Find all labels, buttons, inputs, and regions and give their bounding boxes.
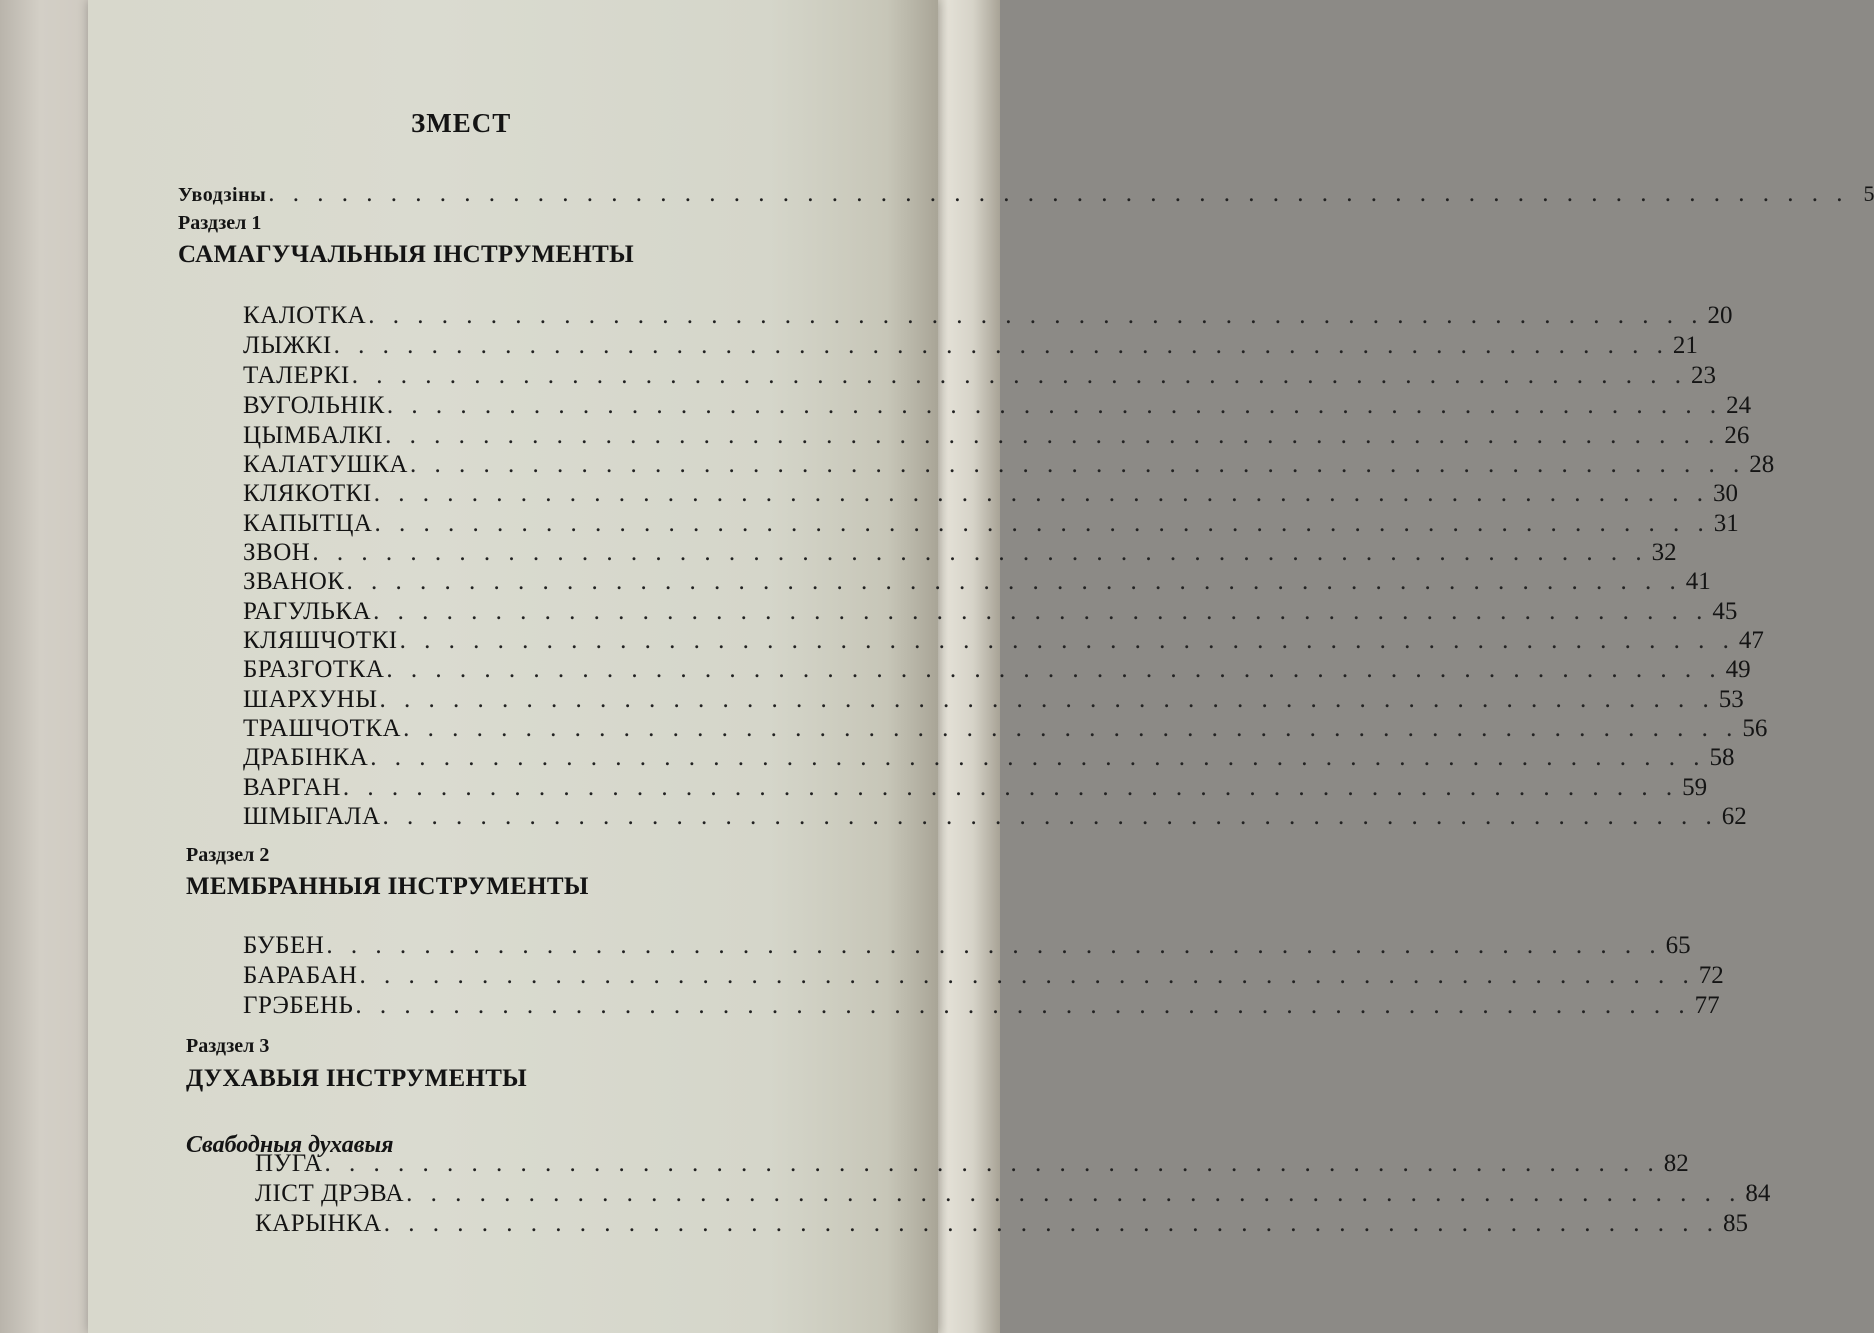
toc-page-number: 82: [1663, 1150, 1689, 1177]
toc-entry: [243, 392, 1752, 422]
section-1-title: САМАГУЧАЛЬНЫЯ ІНСТРУМЕНТЫ: [178, 241, 634, 268]
toc-entry: [255, 1210, 1748, 1240]
toc-entry-label: ПУГА: [255, 1150, 323, 1177]
toc-entry-label: КАЛАТУШКА: [243, 451, 408, 478]
toc-page-number: 53: [1718, 686, 1744, 713]
dot-leader: . . . . . . . . . . . . . . . . . . . . . . . . . . . . . . . . . . . . . . . . . . . . . . . . . . . . . . .: [383, 1210, 1719, 1237]
dot-leader: . . . . . . . . . . . . . . . . . . . . . . . . . . . . . . . . . . . . . . . . . . . . . . . . . . . . . . .: [368, 302, 1704, 329]
dot-leader: . . . . . . . . . . . . . . . . . . . . . . . . . . . . . . . . . . . . . . . . . . . . . . . . . . . . . . .: [333, 332, 1669, 359]
toc-entry: [243, 598, 1738, 628]
toc-entry: [243, 686, 1744, 716]
toc-entry: [243, 568, 1711, 598]
toc-page-number: 85: [1722, 1210, 1748, 1237]
dot-leader: . . . . . . . . . . . . . . . . . . . . . . . . . . . . . . . . . . . . . . . . . . . . . . . . . . . . . . . . . . . . . . . . .: [268, 180, 1849, 207]
toc-entry: [243, 744, 1735, 774]
toc-entry: [243, 774, 1708, 804]
toc-page-number: 84: [1745, 1180, 1771, 1207]
dot-leader: . . . . . . . . . . . . . . . . . . . . . . . . . . . . . . . . . . . . . . . . . . . . . . . . . . . . . . .: [370, 744, 1706, 771]
toc-entry: [243, 510, 1739, 540]
dot-leader: . . . . . . . . . . . . . . . . . . . . . . . . . . . . . . . . . . . . . . . . . . . . . . . . . . . . . . .: [385, 422, 1721, 449]
toc-entry: [255, 1150, 1689, 1180]
dot-leader: . . . . . . . . . . . . . . . . . . . . . . . . . . . . . . . . . . . . . . . . . . . . . . . . . . . . . . .: [409, 451, 1746, 478]
toc-entry-label: ВАРГАН: [243, 774, 341, 801]
toc-page-number: 49: [1725, 656, 1751, 683]
section-2-title: МЕМБРАННЫЯ ІНСТРУМЕНТЫ: [186, 873, 589, 900]
toc-page-number: 59: [1682, 774, 1708, 801]
dot-leader: . . . . . . . . . . . . . . . . . . . . . . . . . . . . . . . . . . . . . . . . . . . . . . . . . . . . . . .: [351, 362, 1687, 389]
toc-entry-label: КАЛОТКА: [243, 302, 367, 329]
toc-entry-label: КЛЯШЧОТКІ: [243, 627, 398, 654]
dot-leader: . . . . . . . . . . . . . . . . . . . . . . . . . . . . . . . . . . . . . . . . . . . . . . . . . . . . . . .: [399, 627, 1735, 654]
toc-page-number: 77: [1694, 992, 1720, 1019]
toc-entry-label: БРАЗГОТКА: [243, 656, 385, 683]
toc-entry: [243, 539, 1677, 569]
toc-entry: [243, 422, 1750, 452]
toc-page-number: 23: [1690, 362, 1716, 389]
dot-leader: . . . . . . . . . . . . . . . . . . . . . . . . . . . . . . . . . . . . . . . . . . . . . . . . . . . . . . .: [382, 803, 1718, 830]
toc-entry: [243, 332, 1698, 362]
subsection-heading: Свабодныя духавыя: [186, 1132, 394, 1158]
toc-page-number: 56: [1742, 715, 1768, 742]
toc-entry-intro: [178, 180, 1874, 210]
toc-page-number: 26: [1724, 422, 1750, 449]
toc-entry-label: ЛІСТ ДРЭВА: [255, 1180, 405, 1207]
dot-leader: . . . . . . . . . . . . . . . . . . . . . . . . . . . . . . . . . . . . . . . . . . . . . . . . . . . . . . .: [386, 392, 1723, 419]
toc-entry-label: ШАРХУНЫ: [243, 686, 378, 713]
toc-page-number: 21: [1672, 332, 1698, 359]
toc-entry: [243, 480, 1738, 510]
toc-entry-label: ТАЛЕРКІ: [243, 362, 350, 389]
toc-entry: [243, 451, 1775, 481]
toc-entry-label: ТРАШЧОТКА: [243, 715, 402, 742]
toc-entry: [243, 992, 1720, 1022]
toc-page-number: 5: [1863, 181, 1874, 206]
toc-page-number: 20: [1707, 302, 1733, 329]
section-2-label: Раздзел 2: [186, 844, 270, 866]
toc-entry-label: ЗВОН: [243, 539, 311, 566]
section-3-title: ДУХАВЫЯ ІНСТРУМЕНТЫ: [186, 1065, 528, 1092]
toc-entry-label: КЛЯКОТКІ: [243, 480, 372, 507]
dot-leader: . . . . . . . . . . . . . . . . . . . . . . . . . . . . . . . . . . . . . . . . . . . . . . . . . . . . . . .: [373, 598, 1709, 625]
toc-entry: [243, 962, 1724, 992]
toc-entry-label: РАГУЛЬКА: [243, 598, 372, 625]
dot-leader: . . . . . . . . . . . . . . . . . . . . . . . . . . . . . . . . . . . . . . . . . . . . . . . . . . . . . . .: [342, 774, 1679, 801]
toc-entry: [243, 656, 1751, 686]
dot-leader: . . . . . . . . . . . . . . . . . . . . . . . . . . . . . . . . . . . . . . . . . . . . . . . . . . . . . . .: [374, 510, 1710, 537]
toc-page-number: 31: [1713, 510, 1739, 537]
toc-entry-label: БУБЕН: [243, 932, 325, 959]
section-1-label: Раздзел 1: [178, 212, 262, 234]
dot-leader: . . . . . . . . . . . . . . . . . . . . . . . . . . . . . . . . . . . . . . . . . . . . . . . . . . . . . . .: [403, 715, 1739, 742]
toc-entry-label: КАПЫТЦА: [243, 510, 373, 537]
toc-entry: [243, 932, 1691, 962]
dot-leader: . . . . . . . . . . . . . . . . . . . . . . . . . . . . . . . . . . . . . . . . . . . . . . . . . . . . . . .: [346, 568, 1682, 595]
toc-page-number: 32: [1651, 539, 1677, 566]
dot-leader: . . . . . . . . . . . . . . . . . . . . . . . . . . . . . . . . . . . . . . . . . . . . . . . . . . . . . . .: [355, 992, 1691, 1019]
toc-page-number: 28: [1749, 451, 1775, 478]
toc-page-number: 62: [1721, 803, 1747, 830]
dot-leader: . . . . . . . . . . . . . . . . . . . . . . . . . . . . . . . . . . . . . . . . . . . . . . . . . . . . . . .: [359, 962, 1695, 989]
toc-entry-label: ШМЫГАЛА: [243, 803, 381, 830]
toc-entry-label: ДРАБІНКА: [243, 744, 369, 771]
dot-leader: . . . . . . . . . . . . . . . . . . . . . . . . . . . . . . . . . . . . . . . . . . . . . . . . . . . . . . .: [406, 1180, 1742, 1207]
toc-entry: [255, 1180, 1771, 1210]
toc-entry-label: Уводзіны: [178, 184, 267, 206]
toc-page-number: 47: [1738, 627, 1764, 654]
toc-entry-label: ЛЫЖКІ: [243, 332, 332, 359]
toc-page-number: 65: [1665, 932, 1691, 959]
toc-title: ЗМЕСТ: [411, 108, 512, 138]
toc-entry: [243, 715, 1768, 745]
toc-entry: [243, 362, 1716, 392]
dot-leader: . . . . . . . . . . . . . . . . . . . . . . . . . . . . . . . . . . . . . . . . . . . . . . . . . . . . . . .: [386, 656, 1722, 683]
toc-entry-label: ВУГОЛЬНІК: [243, 392, 385, 419]
toc-page-number: 45: [1712, 598, 1738, 625]
dot-leader: . . . . . . . . . . . . . . . . . . . . . . . . . . . . . . . . . . . . . . . . . . . . . . . . . . . . . . .: [324, 1150, 1660, 1177]
section-3-label: Раздзел 3: [186, 1035, 270, 1057]
toc-entry-label: КАРЫНКА: [255, 1210, 382, 1237]
dot-leader: . . . . . . . . . . . . . . . . . . . . . . . . . . . . . . . . . . . . . . . . . . . . . . . . . . . . . . .: [373, 480, 1709, 507]
toc-entry-label: ЗВАНОК: [243, 568, 345, 595]
toc-entry: [243, 302, 1733, 332]
toc-entry-label: ГРЭБЕНЬ: [243, 992, 354, 1019]
toc-entry: [243, 803, 1747, 833]
toc-page-number: 24: [1726, 392, 1752, 419]
dot-leader: . . . . . . . . . . . . . . . . . . . . . . . . . . . . . . . . . . . . . . . . . . . . . . . . . . . . . . .: [379, 686, 1715, 713]
dot-leader: . . . . . . . . . . . . . . . . . . . . . . . . . . . . . . . . . . . . . . . . . . . . . . . . . . . . . . .: [326, 932, 1662, 959]
toc-page-number: 72: [1698, 962, 1724, 989]
toc-entry: [243, 627, 1764, 657]
toc-page-number: 30: [1712, 480, 1738, 507]
toc-page-number: 41: [1685, 568, 1711, 595]
toc-page-number: 58: [1709, 744, 1735, 771]
toc-entry-label: БАРАБАН: [243, 962, 358, 989]
toc-entry-label: ЦЫМБАЛКІ: [243, 422, 384, 449]
dot-leader: . . . . . . . . . . . . . . . . . . . . . . . . . . . . . . . . . . . . . . . . . . . . . . . . . . . . . . .: [312, 539, 1648, 566]
